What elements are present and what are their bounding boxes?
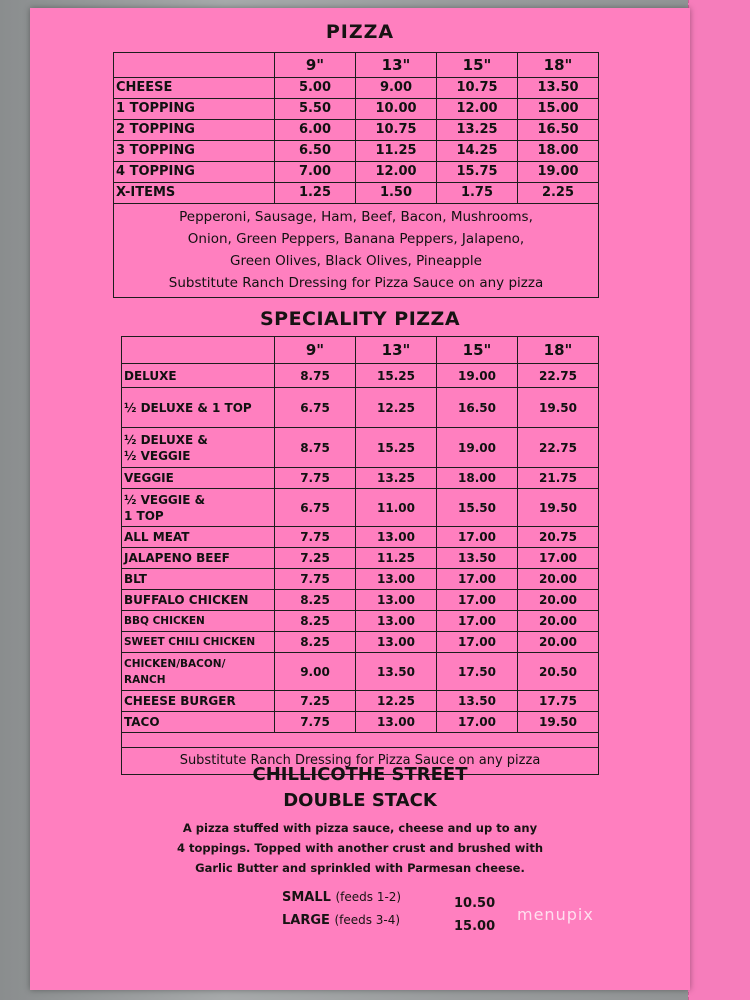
price-cell: 13.50 — [356, 653, 437, 691]
price-cell: 21.75 — [518, 468, 599, 489]
table-row — [122, 527, 599, 548]
price-cell: 1.25 — [275, 183, 356, 204]
price-cell: 13.00 — [356, 527, 437, 548]
menupix-watermark: menupix — [517, 905, 594, 924]
price-cell: 19.50 — [518, 712, 599, 733]
price-cell: 8.25 — [275, 611, 356, 632]
size-header-row — [114, 53, 599, 78]
table-row — [122, 632, 599, 653]
table-row — [122, 428, 599, 468]
price-cell: 6.75 — [275, 388, 356, 428]
toppings-line: Onion, Green Peppers, Banana Peppers, Jalapeno, — [187, 231, 525, 247]
price-cell: 10.75 — [437, 78, 518, 99]
price-cell: 13.25 — [356, 468, 437, 489]
price-cell: 20.00 — [518, 632, 599, 653]
price-cell: 15.75 — [437, 162, 518, 183]
item-name: 4 TOPPING — [114, 162, 275, 183]
price-cell: 12.00 — [356, 162, 437, 183]
price-cell: 11.25 — [356, 548, 437, 569]
table-row — [122, 364, 599, 388]
description-line: A pizza stuffed with pizza sauce, cheese and up to any — [182, 821, 538, 835]
price-cell: 14.25 — [437, 141, 518, 162]
price-cell: 7.00 — [275, 162, 356, 183]
table-row — [122, 691, 599, 712]
table-row — [122, 489, 599, 527]
header-blank-cell — [114, 53, 275, 78]
item-name: ½ DELUXE & ½ VEGGIE — [122, 428, 275, 468]
price-cell: 18.00 — [518, 141, 599, 162]
price-cell: 20.00 — [518, 590, 599, 611]
item-name: X-ITEMS — [114, 183, 275, 204]
item-name: 1 TOPPING — [114, 99, 275, 120]
price-cell: 12.25 — [356, 388, 437, 428]
price-cell: 18.00 — [437, 468, 518, 489]
toppings-line: Pepperoni, Sausage, Ham, Beef, Bacon, Mushrooms, — [179, 209, 533, 225]
price-cell: 17.00 — [437, 712, 518, 733]
item-name: DELUXE — [122, 364, 275, 388]
table-row — [122, 712, 599, 733]
size-header: 15" — [437, 53, 518, 78]
price-cell: 17.00 — [437, 611, 518, 632]
price-cell: 5.00 — [275, 78, 356, 99]
description-line: 4 toppings. Topped with another crust and brushed with — [176, 841, 544, 855]
table-row — [114, 78, 599, 99]
price-cell: 11.25 — [356, 141, 437, 162]
table-row — [122, 388, 599, 428]
item-name: VEGGIE — [122, 468, 275, 489]
table-row — [114, 141, 599, 162]
price-cell: 7.75 — [275, 527, 356, 548]
size-header: 18" — [518, 53, 599, 78]
toppings-list — [114, 204, 599, 298]
price-cell: 7.75 — [275, 569, 356, 590]
price-cell: 13.50 — [518, 78, 599, 99]
double-stack-description — [160, 818, 560, 878]
item-name: TACO — [122, 712, 275, 733]
size-header: 13" — [356, 337, 437, 364]
size-header: 18" — [518, 337, 599, 364]
pizza-heading: PIZZA — [325, 21, 395, 43]
price-cell: 19.50 — [518, 388, 599, 428]
small-price: 10.50 — [454, 896, 496, 911]
item-name: BUFFALO CHICKEN — [122, 590, 275, 611]
price-cell: 10.00 — [356, 99, 437, 120]
price-cell: 13.00 — [356, 569, 437, 590]
table-row — [114, 99, 599, 120]
small-feeds: (feeds 1-2) — [335, 890, 402, 904]
table-row — [114, 183, 599, 204]
price-cell: 13.00 — [356, 632, 437, 653]
price-cell: 5.50 — [275, 99, 356, 120]
price-cell: 6.50 — [275, 141, 356, 162]
price-cell: 9.00 — [356, 78, 437, 99]
price-cell: 22.75 — [518, 364, 599, 388]
toppings-row — [114, 204, 599, 298]
price-cell: 9.00 — [275, 653, 356, 691]
price-cell: 6.75 — [275, 489, 356, 527]
price-cell: 8.75 — [275, 364, 356, 388]
price-cell: 20.50 — [518, 653, 599, 691]
price-cell: 17.00 — [518, 548, 599, 569]
price-cell: 19.00 — [437, 428, 518, 468]
price-cell: 8.25 — [275, 590, 356, 611]
item-name: ½ VEGGIE & 1 TOP — [122, 489, 275, 527]
size-header: 9" — [275, 337, 356, 364]
ranch-substitute-note: Substitute Ranch Dressing for Pizza Sauce on any pizza — [122, 748, 599, 775]
item-name: 2 TOPPING — [114, 120, 275, 141]
price-cell: 15.25 — [356, 428, 437, 468]
specialty-pizza-heading: SPECIALITY PIZZA — [259, 308, 461, 330]
table-row — [122, 611, 599, 632]
size-header: 13" — [356, 53, 437, 78]
size-header-row — [122, 337, 599, 364]
price-cell: 10.75 — [356, 120, 437, 141]
price-cell: 1.75 — [437, 183, 518, 204]
item-name: CHICKEN/BACON/ RANCH — [122, 653, 275, 691]
price-cell: 8.25 — [275, 632, 356, 653]
price-cell: 13.00 — [356, 712, 437, 733]
price-cell: 20.00 — [518, 569, 599, 590]
price-cell: 17.75 — [518, 691, 599, 712]
price-cell: 6.00 — [275, 120, 356, 141]
price-cell: 17.00 — [437, 569, 518, 590]
item-name: JALAPENO BEEF — [122, 548, 275, 569]
price-cell: 8.75 — [275, 428, 356, 468]
price-cell: 20.00 — [518, 611, 599, 632]
large-price: 15.00 — [454, 919, 496, 934]
header-blank-cell — [122, 337, 275, 364]
price-cell: 13.50 — [437, 548, 518, 569]
price-cell: 19.00 — [437, 364, 518, 388]
price-cell: 12.25 — [356, 691, 437, 712]
small-label: SMALL — [282, 890, 331, 905]
item-name: ALL MEAT — [122, 527, 275, 548]
price-cell: 7.75 — [275, 712, 356, 733]
price-cell: 17.00 — [437, 590, 518, 611]
pizza-price-table — [113, 52, 599, 298]
adjacent-menu-page — [688, 0, 750, 1000]
table-row — [122, 653, 599, 691]
table-row — [122, 569, 599, 590]
blank-row — [122, 733, 599, 748]
double-stack-title-line2: DOUBLE STACK — [283, 790, 437, 811]
price-cell: 15.25 — [356, 364, 437, 388]
price-cell: 15.50 — [437, 489, 518, 527]
large-size — [282, 913, 400, 928]
price-cell: 7.25 — [275, 548, 356, 569]
small-size — [282, 890, 401, 905]
large-feeds: (feeds 3-4) — [334, 913, 401, 927]
price-cell: 16.50 — [437, 388, 518, 428]
item-name: CHEESE BURGER — [122, 691, 275, 712]
price-cell: 15.00 — [518, 99, 599, 120]
price-cell: 1.50 — [356, 183, 437, 204]
price-cell: 17.00 — [437, 527, 518, 548]
size-header: 15" — [437, 337, 518, 364]
price-cell: 20.75 — [518, 527, 599, 548]
price-cell: 16.50 — [518, 120, 599, 141]
table-row — [122, 590, 599, 611]
item-name: 3 TOPPING — [114, 141, 275, 162]
item-name: CHEESE — [114, 78, 275, 99]
menu-page — [30, 8, 690, 990]
table-row — [122, 468, 599, 489]
large-label: LARGE — [282, 913, 330, 928]
price-cell: 19.50 — [518, 489, 599, 527]
price-cell: 13.00 — [356, 611, 437, 632]
table-row — [114, 162, 599, 183]
description-line: Garlic Butter and sprinkled with Parmesan cheese. — [195, 861, 525, 875]
table-row — [114, 120, 599, 141]
price-cell: 12.00 — [437, 99, 518, 120]
blank-cell — [122, 733, 599, 748]
price-cell: 2.25 — [518, 183, 599, 204]
double-stack-title-line1: CHILLICOTHE STREET — [252, 764, 468, 785]
specialty-price-table — [121, 336, 599, 775]
price-cell: 13.50 — [437, 691, 518, 712]
price-cell: 17.00 — [437, 632, 518, 653]
price-cell: 7.25 — [275, 691, 356, 712]
size-header: 9" — [275, 53, 356, 78]
price-cell: 11.00 — [356, 489, 437, 527]
item-name: BBQ CHICKEN — [122, 611, 275, 632]
price-cell: 13.25 — [437, 120, 518, 141]
price-cell: 22.75 — [518, 428, 599, 468]
ranch-substitute-note: Substitute Ranch Dressing for Pizza Sauce on any pizza — [168, 275, 544, 291]
toppings-line: Green Olives, Black Olives, Pineapple — [230, 253, 482, 269]
item-name: SWEET CHILI CHICKEN — [122, 632, 275, 653]
item-name: BLT — [122, 569, 275, 590]
price-cell: 17.50 — [437, 653, 518, 691]
price-cell: 19.00 — [518, 162, 599, 183]
price-cell: 13.00 — [356, 590, 437, 611]
item-name: ½ DELUXE & 1 TOP — [122, 388, 275, 428]
table-row — [122, 548, 599, 569]
price-cell: 7.75 — [275, 468, 356, 489]
